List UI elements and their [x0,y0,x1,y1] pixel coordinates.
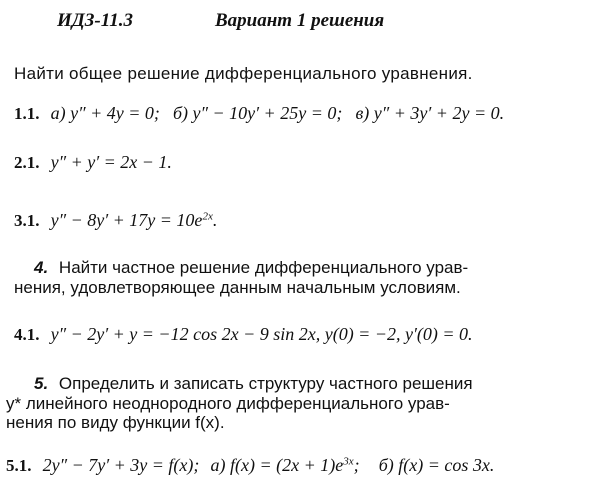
problem-3-1 [14,210,217,231]
problem-number: 5.1. [6,456,32,475]
equation: y″ + y′ = 2x − 1. [50,152,172,172]
equation: 2y″ − 7y′ + 3y = f(x); [42,455,200,475]
problem-number: 4.1. [14,325,40,344]
equation: y″ − 2y′ + y = −12 cos 2x − 9 sin 2x, y(0) = −2, y′(0) = 0. [50,324,473,344]
equation-c: в) y″ + 3y′ + 2y = 0. [355,103,505,123]
exponent: 3x [343,455,354,468]
section4-text-line2: нения, удовлетворяющее данным начальным условиям. [14,278,461,297]
problem-1-1 [14,103,504,124]
variant-title: Вариант 1 решения [215,10,385,31]
section5-text-line1: Определить и записать структуру частного решения [58,374,473,393]
equation: y″ − 8y′ + 17y = 10e [50,210,203,230]
problem-4-1 [14,324,473,345]
equation-a: а) y″ + 4y = 0; [50,103,160,123]
problem-5-1 [6,455,494,476]
problem-number: 3.1. [14,211,40,230]
problem-number: 1.1. [14,104,40,123]
section4-line1 [34,258,494,278]
section5-text-line3: нения по виду функции f(x). [6,413,225,432]
function-b: б) f(x) = cos 3x. [378,455,495,475]
section-number: 5. [34,374,49,393]
problem-number: 2.1. [14,153,40,172]
exponent: 2x [202,210,213,223]
equation-b: б) y″ − 10y′ + 25y = 0; [172,103,343,123]
problem-2-1 [14,152,172,173]
assignment-title: ИДЗ-11.3 [57,10,133,31]
section5-text-line2: y* линейного неоднородного дифференциального урав- [6,394,450,413]
section-number: 4. [34,258,49,277]
section5-line1 [34,374,473,394]
function-a-end: ; [353,455,360,475]
function-a: а) f(x) = (2x + 1)e [210,455,344,475]
equation-end: . [212,210,218,230]
section1-heading: Найти общее решение дифференциального уравнения. [14,64,473,83]
section4-text-line1: Найти частное решение дифференциального урав- [58,258,469,277]
